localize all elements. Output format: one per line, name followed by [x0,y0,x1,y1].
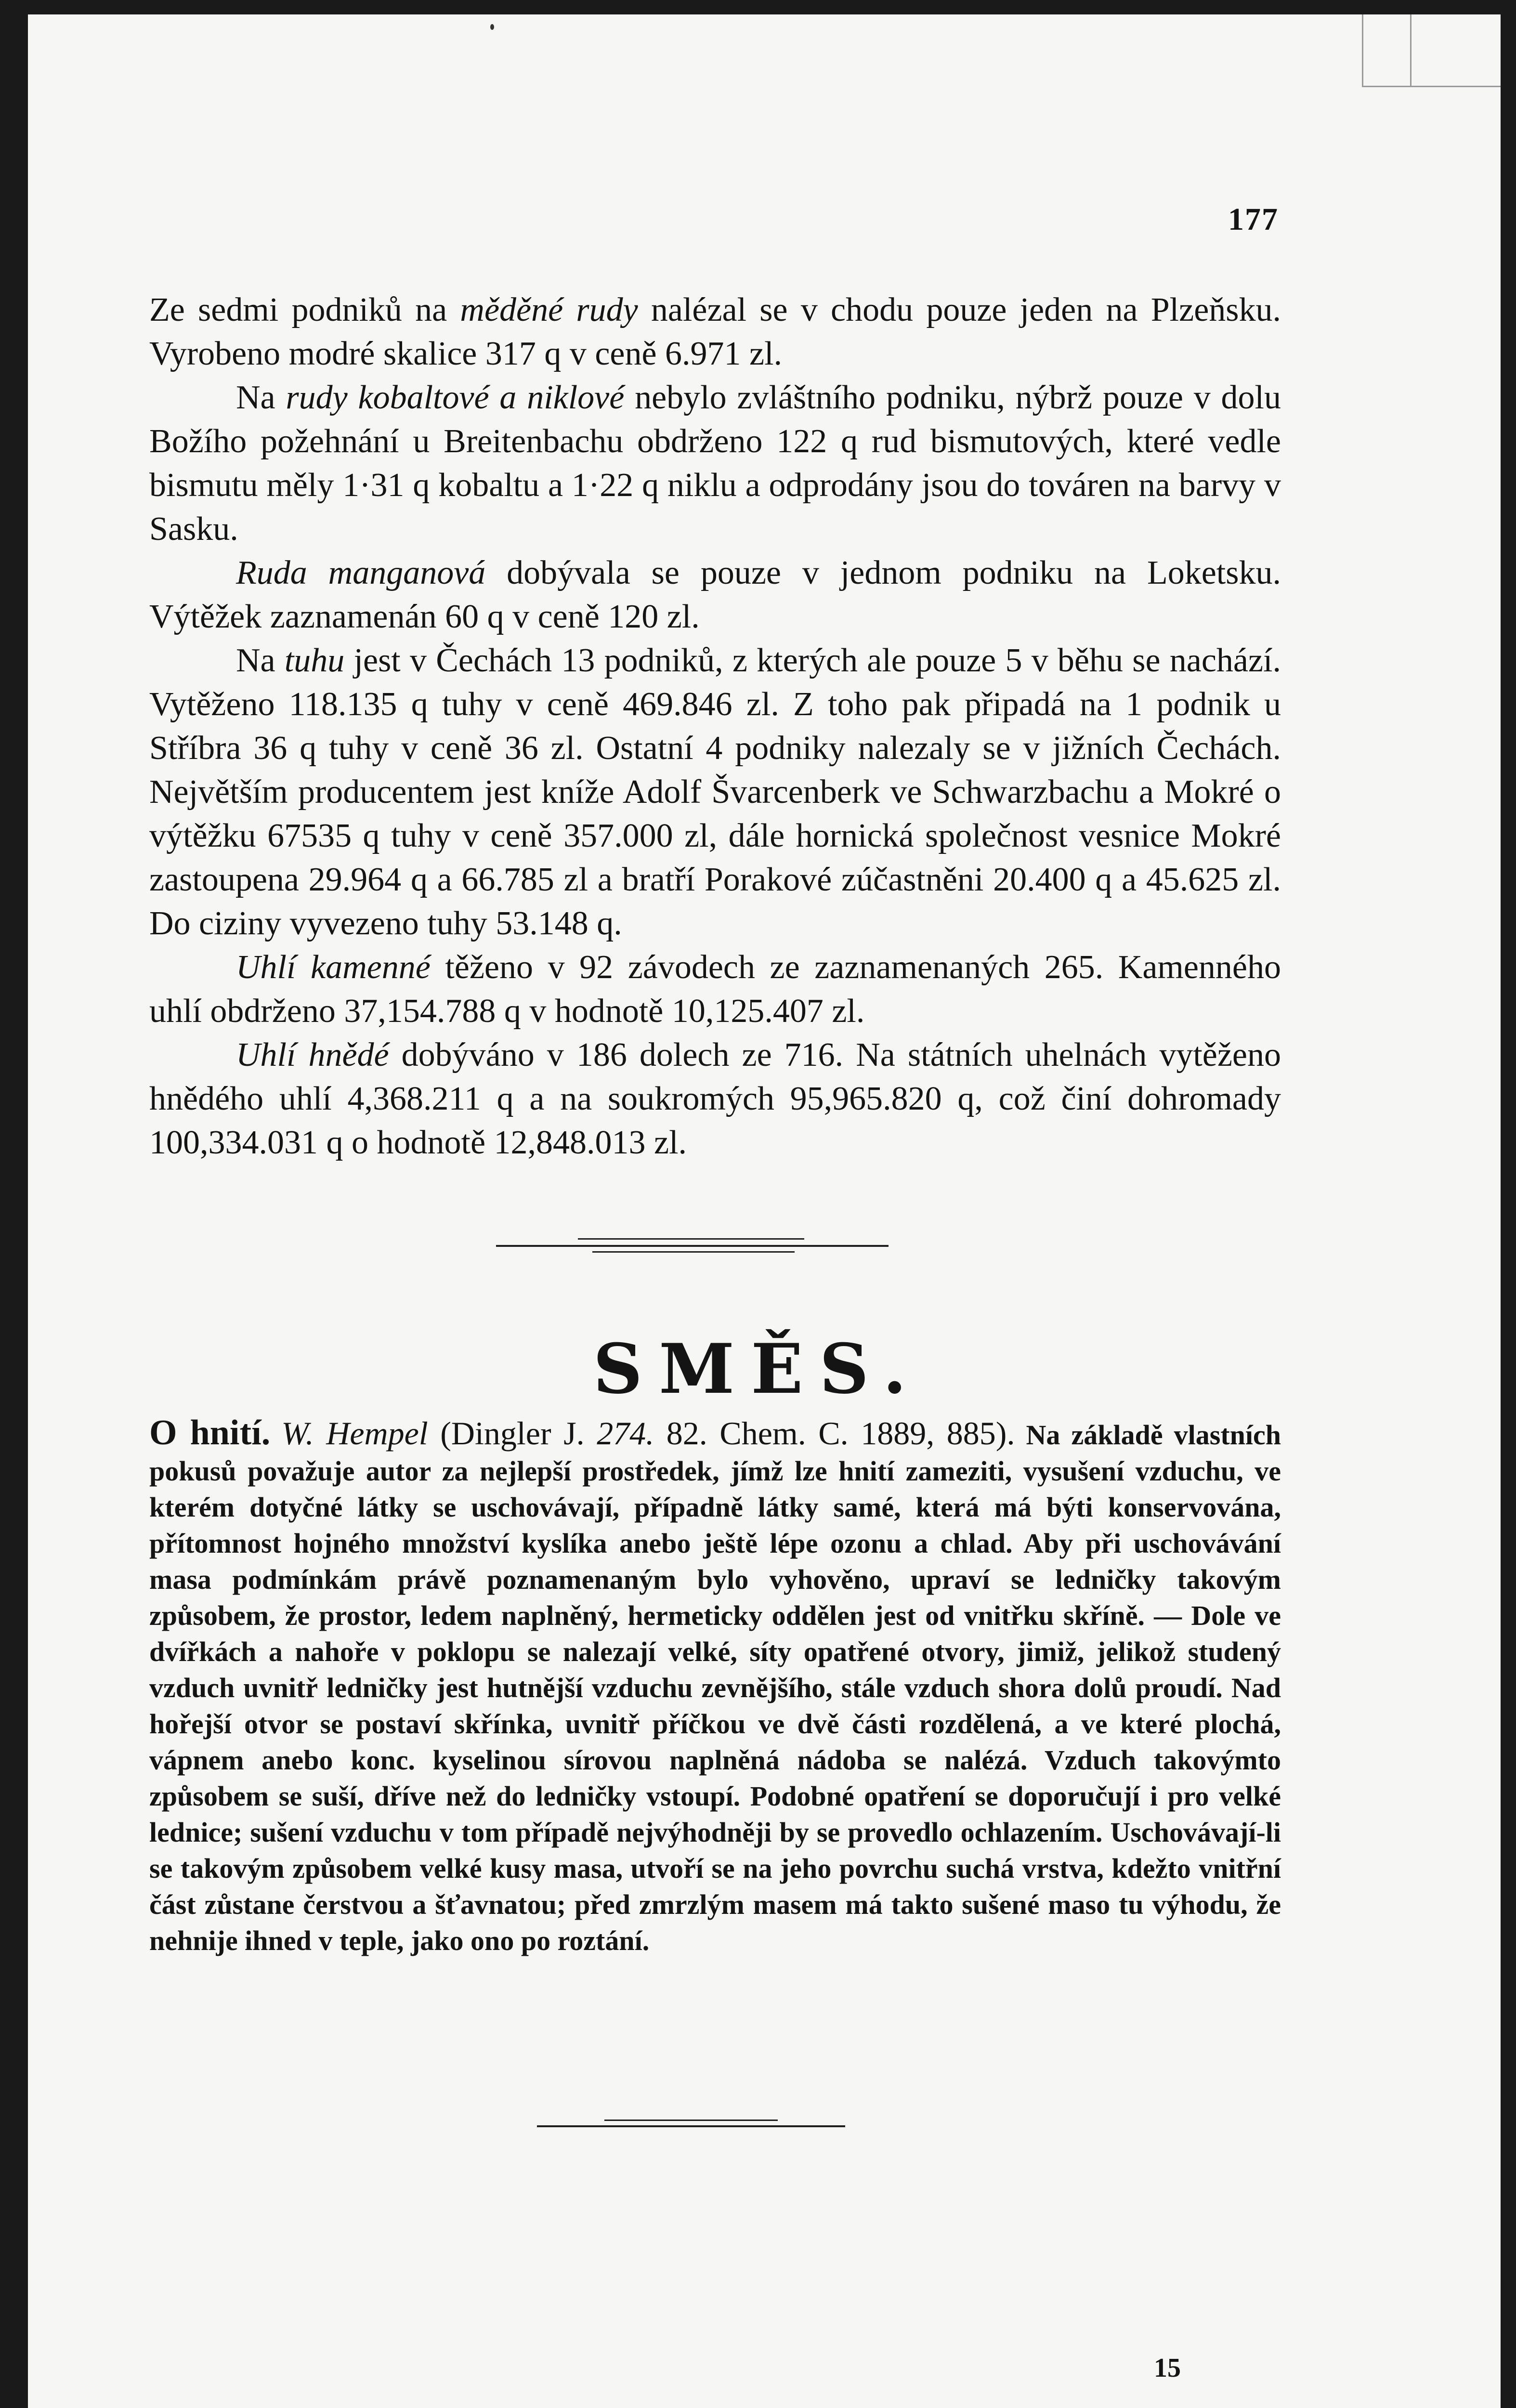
paragraph: Uhlí hnědé dobýváno v 186 dolech ze 716. Na státních uhelnách vytěženo hnědého uhlí 4,368.211 q a na soukromých 95,965.820 q, což činí dohromady 100,334.031 q o hodnotě 12,848.013 zl. [149,1036,1281,1161]
scan-edge-mark [1410,14,1411,87]
paragraph: Uhlí kamenné těženo v 92 závodech ze zaznamenaných 265. Kamenného uhlí obdrženo 37,154.788 q v hodnotě 10,125.407 zl. [149,949,1281,1030]
signature-mark: 15 [1154,2353,1181,2383]
author: W. Hempel [281,1415,428,1452]
scan-edge-mark [1362,14,1363,87]
section-body [149,1415,1281,1959]
section-title: SMĚS. [593,1329,923,1409]
scan-edge-mark [1362,86,1501,87]
scan-speck [490,24,494,30]
paragraph: Ze sedmi podniků na měděné rudy nalézal se v chodu pouze jeden na Plzeňsku. Vyrobeno modré skalice 317 q v ceně 6.971 zl. [149,291,1281,372]
paragraph: Ruda manganová dobývala se pouze v jednom podniku na Loketsku. Výtěžek zaznamenán 60 q v ceně 120 zl. [149,554,1281,635]
article-body [149,288,1281,1165]
paragraph: Na rudy kobaltové a niklové nebylo zvláštního podniku, nýbrž pouze v dolu Božího požehnání u Breitenbachu obdrženo 122 q rud bismutových, které vedle bismutu měly 1·31 q kobaltu a 1·22 q niklu a odprodány jsou do továren na barvy v Sasku. [149,379,1281,548]
page-number: 177 [1228,202,1279,237]
article-heading: O hnití. [149,1413,271,1453]
paragraph: O hnití. W. Hempel (Dingler J. 274. 82. Chem. C. 1889, 885). Na základě vlastních pokusů považuje autor za nejlepší prostředek, jímž lze hnití zameziti, vysušení vzduchu, ve kterém dotyčné látky se uschovávají, případně látky samé, která má býti konservována, přítomnost hojného množství kyslíka anebo ještě lépe ozonu a chlad. Aby při uschovávání masa podmínkám právě poznamenaným bylo vyhověno, upraví se ledničky takovým způsobem, že prostor, ledem naplněný, hermeticky oddělen jest od vnitřku skříně. — Dole ve dvířkách a nahoře v poklopu se nalezají velké, síty opatřené otvory, jimiž, jelikož studený vzduch uvnitř ledničky jest hutnější vzduchu zevnějšího, stále vzduch shora dolů proudí. Nad hořejší otvor se postaví skřínka, uvnitř příčkou ve dvě části rozdělená, a ve které plochá, vápnem anebo konc. kyselinou sírovou naplněná nádoba se nalézá. Vzduch takovýmto způsobem se suší, dříve než do ledničky vstoupí. Podobné opatření se doporučují i pro velké lednice; sušení vzduchu v tom případě nejvýhodněji by se provedlo ochlazením. Uschovávají-li se takovým způsobem velké kusy masa, utvoří se na jeho povrchu suchá vrstva, kdežto vnitřní část zůstane čerstvou a šťavnatou; před zmrzlým masem má takto sušené maso tu výhodu, že nehnije ihned v teple, jako ono po roztání. [149,1413,1281,1956]
paragraph: Na tuhu jest v Čechách 13 podniků, z kterých ale pouze 5 v běhu se nachází. Vytěženo 118.135 q tuhy v ceně 469.846 zl. Z toho pak připadá na 1 podnik u Stříbra 36 q tuhy v ceně 36 zl. Ostatní 4 podniky nalezaly se v jižních Čechách. Největším producentem jest kníže Adolf Švarcenberk ve Schwarzbachu a Mokré o výtěžku 67535 q tuhy v ceně 357.000 zl, dále hornická společnost vesnice Mokré zastoupena 29.964 q a 66.785 zl a bratří Porakové zúčastněni 20.400 q a 45.625 zl. Do ciziny vyvezeno tuhy 53.148 q. [149,642,1281,942]
